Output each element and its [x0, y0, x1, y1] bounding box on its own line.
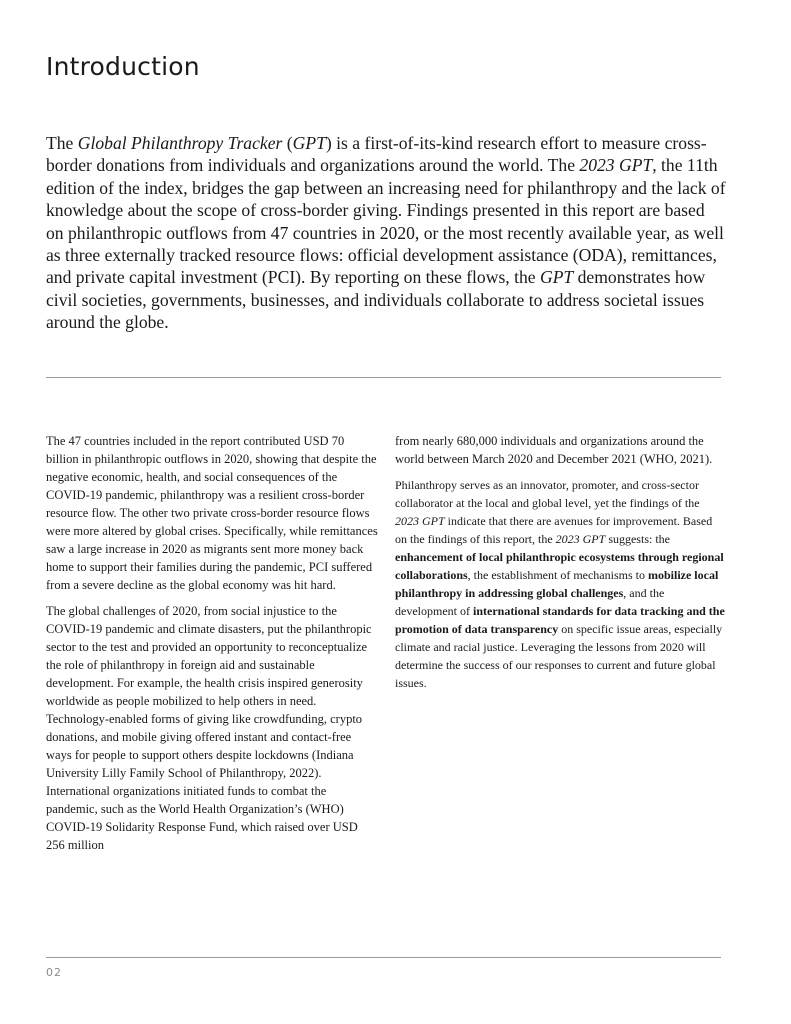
body-text: on specific issue areas, especially climate and racial justice. Leveraging the lessons from 2020 will determine the success of our responses to current and future global issues.: [395, 622, 723, 690]
intro-gpt-2023: 2023 GPT: [579, 155, 653, 176]
body-paragraph: The 47 countries included in the report contributed USD 70 billion in philanthropic outflows in 2020, showing that despite the negative economic, health, and social consequences of the COVID-19 pandemic, philanthropy was a resilient cross-border resource flow. The other two private cross-border resource flows were more altered by global crises. Specifically, while remittances saw a large increase in 2020 as migrants sent more money back home to support their families during the pandemic, PCI suffered from a severe decline as the global economy was hit hard.: [46, 434, 378, 592]
body-text: , and the development of: [395, 586, 665, 618]
page-title: Introduction: [46, 52, 200, 81]
body-text: Philanthropy serves as an innovator, promoter, and cross-sector collaborator at the local and global level, yet the findings of the: [395, 478, 700, 510]
body-paragraph: from nearly 680,000 individuals and organizations around the world between March 2020 and December 2021 (WHO, 2021).: [395, 434, 713, 466]
intro-report-name: Global Philanthropy Tracker: [77, 133, 283, 153]
intro-text: The: [46, 133, 78, 153]
body-text: indicate that there are avenues for improvement. Based on the findings of this report, the: [395, 514, 713, 546]
intro-text: (: [282, 133, 293, 153]
intro-text: demonstrates how civil societies, governments, businesses, and individuals collaborate to address societal issues around the globe.: [46, 267, 706, 333]
intro-text: ) is a first-of-its-kind research effort to measure cross-border donations from individuals and organizations around the world. The: [46, 133, 707, 176]
intro-gpt-abbrev: GPT: [539, 267, 574, 288]
body-text: , the establishment of mechanisms to: [467, 568, 648, 582]
section-divider: [46, 377, 721, 378]
footer-divider: [46, 957, 721, 958]
right-column: [395, 432, 725, 700]
page-number: 02: [46, 966, 62, 979]
recommendation-3: international standards for data tracking and the promotion of data transparency: [395, 604, 725, 636]
body-paragraph: The global challenges of 2020, from social injustice to the COVID-19 pandemic and climate disasters, put the philanthropic sector to the test and provided an opportunity to reconceptualize the role of philanthropy in foreign aid and sustainable development. For example, the health crisis inspired generosity worldwide as people mobilized to help others in need. Technology-enabled forms of giving like crowdfunding, crypto donations, and mobile giving offered instant and contact-free ways for people to support others despite lockdowns (Indiana University Lilly Family School of Philanthropy, 2022). International organizations initiated funds to combat the pandemic, such as the World Health Organization’s (WHO) COVID-19 Solidarity Response Fund, which raised over USD 256 million: [46, 604, 372, 852]
intro-gpt-abbrev: GPT: [292, 133, 326, 153]
gpt-2023-ref: 2023 GPT: [555, 532, 606, 546]
body-paragraph: [395, 476, 725, 692]
body-text: suggests: the: [605, 532, 670, 546]
recommendation-1: enhancement of local philanthropic ecosystems through regional collaborations: [395, 550, 724, 582]
gpt-2023-ref: 2023 GPT: [395, 514, 445, 528]
intro-paragraph: [46, 132, 726, 334]
intro-text: , the 11th edition of the index, bridges the gap between an increasing need for philanthropy and the lack of knowledge about the scope of cross-border giving. Findings presented in this report are based on philanthropic outflows from 47 countries in 2020, or the most recently available year, as well as three externally tracked resource flows: official development assistance (ODA), remittances, and private capital investment (PCI). By reporting on these flows, the: [46, 155, 726, 288]
left-column: [46, 432, 378, 862]
recommendation-2: mobilize local philanthropy in addressing global challenges: [395, 568, 719, 600]
